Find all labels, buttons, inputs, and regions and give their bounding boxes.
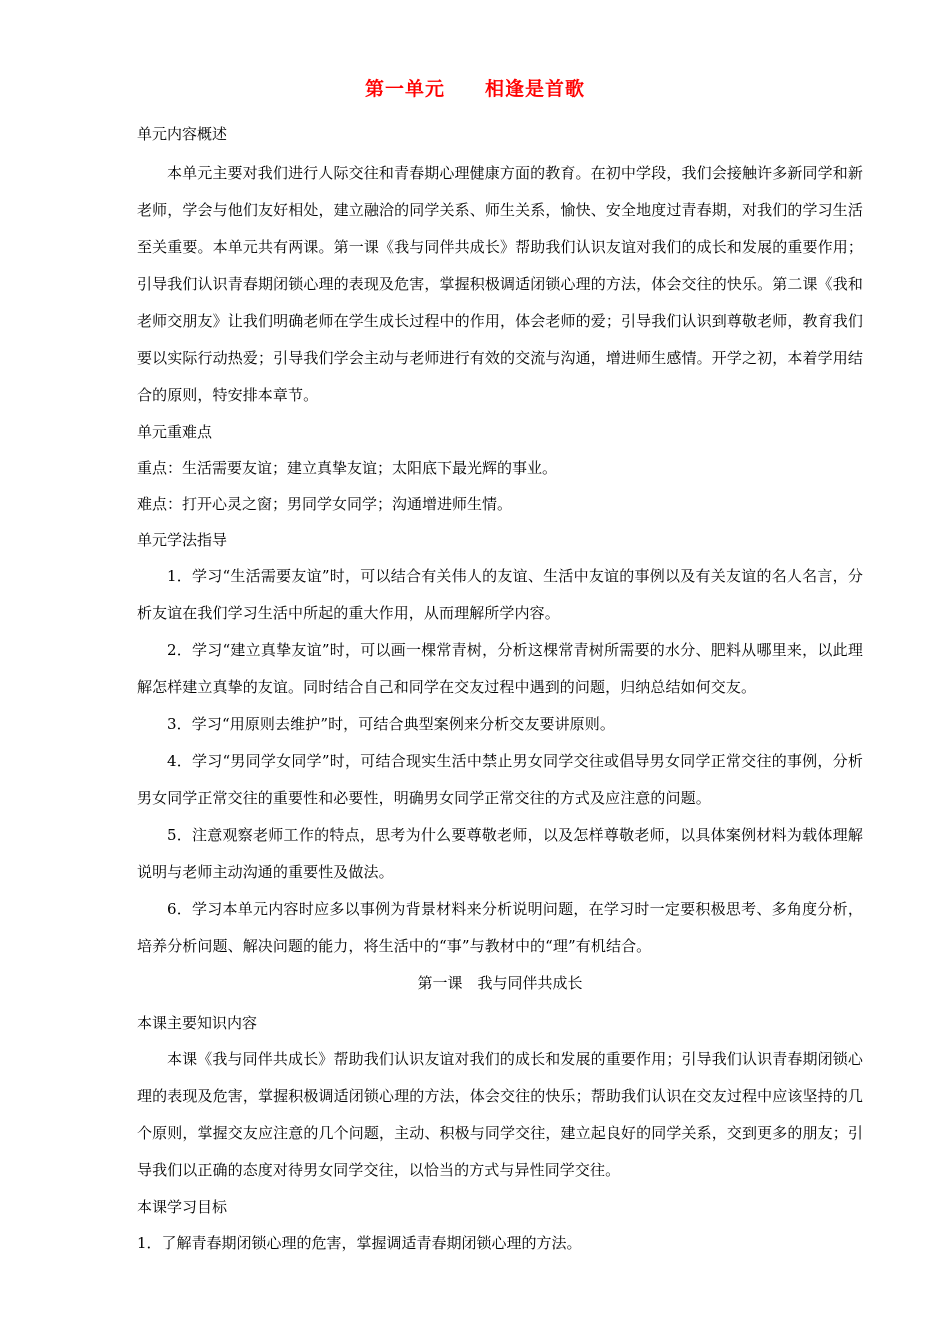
lesson-title: 第一课 我与同伴共成长 [417,974,583,992]
guidance-item-3: 3．学习“用原则去维护”时，可结合典型案例来分析交友要讲原则。 [167,715,615,733]
lesson-goals-heading: 本课学习目标 [137,1198,228,1216]
key-points-heading: 单元重难点 [137,423,213,441]
key-points-line: 重点：生活需要友谊；建立真挚友谊；太阳底下最光辉的事业。 [137,459,558,477]
lesson-content-heading: 本课主要知识内容 [137,1014,258,1032]
overview-heading: 单元内容概述 [137,125,228,143]
guidance-item-6: 6．学习本单元内容时应多以事例为背景材料来分析说明问题，在学习时一定要积极思考、多角度分析，培养分析问题、解决问题的能力，将生活中的“事”与教材中的“理”有机结合。 [137,900,863,955]
document-body [137,121,863,1261]
unit-title: 第一单元 相逢是首歌 [364,78,585,100]
guidance-heading: 单元学法指导 [137,531,228,549]
overview-paragraph: 本单元主要对我们进行人际交往和青春期心理健康方面的教育。在初中学段，我们会接触许多新同学和新老师，学会与他们友好相处，建立融洽的同学关系、师生关系，愉快、安全地度过青春期，对我们的学习生活至关重要。本单元共有两课。第一课《我与同伴共成长》帮助我们认识友谊对我们的成长和发展的重要作用；引导我们认识青春期闭锁心理的表现及危害，掌握积极调适闭锁心理的方法，体会交往的快乐。第二课《我和老师交朋友》让我们明确老师在学生成长过程中的作用，体会老师的爱；引导我们认识到尊敬老师，教育我们要以实际行动热爱；引导我们学会主动与老师进行有效的交流与沟通，增进师生感情。开学之初，本着学用结合的原则，特安排本章节。 [137,164,863,404]
lesson-goal-1: 1．了解青春期闭锁心理的危害，掌握调适青春期闭锁心理的方法。 [137,1234,582,1252]
difficult-points-line: 难点：打开心灵之窗；男同学女同学；沟通增进师生情。 [137,495,513,513]
lesson-content-paragraph: 本课《我与同伴共成长》帮助我们认识友谊对我们的成长和发展的重要作用；引导我们认识青春期闭锁心理的表现及危害，掌握积极调适闭锁心理的方法，体会交往的快乐；帮助我们认识在交友过程中应该坚持的几个原则，掌握交友应注意的几个问题，主动、积极与同学交往，建立起良好的同学关系，交到更多的朋友；引导我们以正确的态度对待男女同学交往，以恰当的方式与异性同学交往。 [137,1050,863,1179]
guidance-item-4: 4．学习“男同学女同学”时，可结合现实生活中禁止男女同学交往或倡导男女同学正常交往的事例，分析男女同学正常交往的重要性和必要性，明确男女同学正常交往的方式及应注意的问题。 [137,752,863,807]
guidance-item-5: 5．注意观察老师工作的特点，思考为什么要尊敬老师，以及怎样尊敬老师，以具体案例材料为载体理解说明与老师主动沟通的重要性及做法。 [137,826,863,881]
guidance-item-2: 2．学习“建立真挚友谊”时，可以画一棵常青树，分析这棵常青树所需要的水分、肥料从哪里来，以此理解怎样建立真挚的友谊。同时结合自己和同学在交友过程中遇到的问题，归纳总结如何交友。 [137,641,863,696]
guidance-item-1: 1．学习“生活需要友谊”时，可以结合有关伟人的友谊、生活中友谊的事例以及有关友谊的名人名言，分析友谊在我们学习生活中所起的重大作用，从而理解所学内容。 [137,567,863,622]
